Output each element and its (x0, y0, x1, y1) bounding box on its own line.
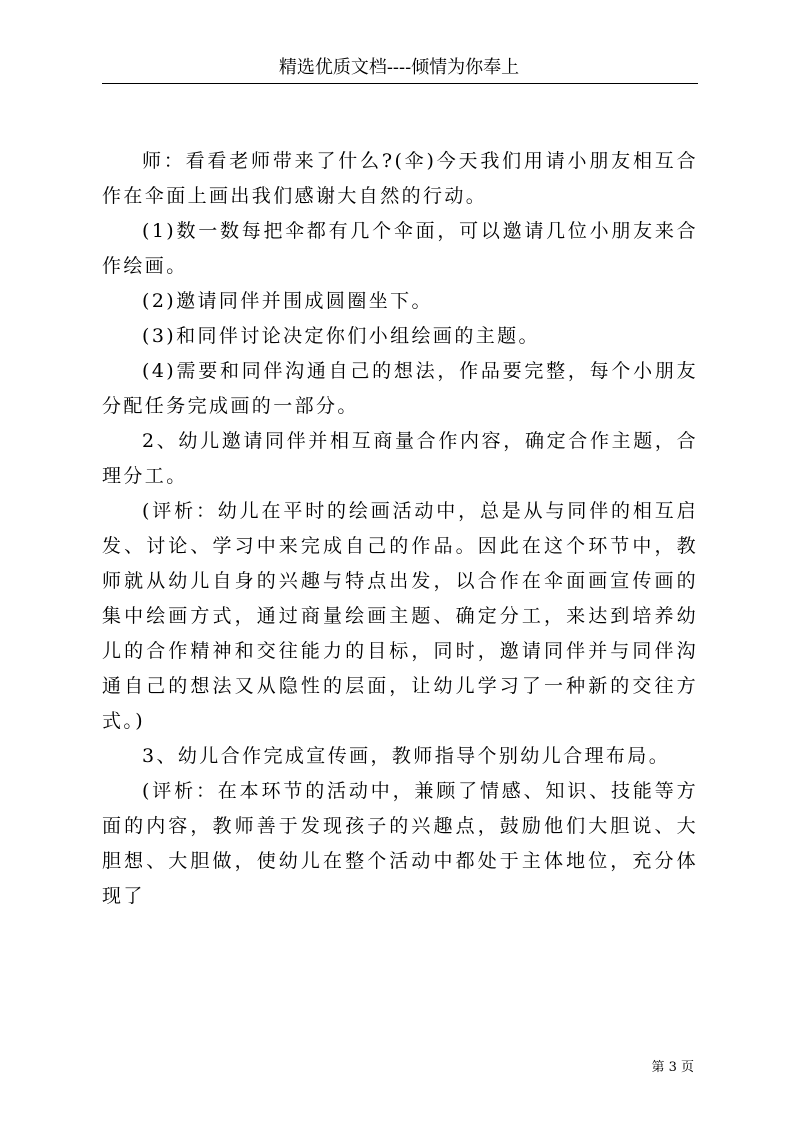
paragraph: (评析：在本环节的活动中，兼顾了情感、知识、技能等方面的内容，教师善于发现孩子的兴趣点，鼓励他们大胆说、大胆想、大胆做，使幼儿在整个活动中都处于主体地位，充分体现了 (102, 780, 698, 907)
paragraph: 2、幼儿邀请同伴并相互商量合作内容，确定合作主题，合理分工。 (102, 430, 698, 487)
page-number: 第 3 页 (651, 1060, 694, 1075)
paragraph: (1)数一数每把伞都有几个伞面，可以邀请几位小朋友来合作绘画。 (102, 220, 698, 277)
paragraph: 师：看看老师带来了什么?(伞)今天我们用请小朋友相互合作在伞面上画出我们感谢大自然的行动。 (102, 150, 698, 207)
paragraph: 3、幼儿合作完成宣传画，教师指导个别幼儿合理布局。 (142, 745, 671, 767)
paragraph: (评析：幼儿在平时的绘画活动中，总是从与同伴的相互启发、讨论、学习中来完成自己的作品。因此在这个环节中，教师就从幼儿自身的兴趣与特点出发，以合作在伞面画宣传画的集中绘画方式，通过商量绘画主题、确定分工，来达到培养幼儿的合作精神和交往能力的目标，同时，邀请同伴并与同伴沟通自己的想法又从隐性的层面，让幼儿学习了一种新的交往方式。) (102, 500, 698, 732)
paragraph: (3)和同伴讨论决定你们小组绘画的主题。 (142, 325, 540, 347)
paragraph: (2)邀请同伴并围成圆圈坐下。 (142, 290, 433, 312)
paragraph: (4)需要和同伴沟通自己的想法，作品要完整，每个小朋友分配任务完成画的一部分。 (102, 360, 698, 417)
header-divider (102, 83, 698, 84)
page-header: 精选优质文档----倾情为你奉上 (278, 57, 520, 78)
document-body (102, 144, 698, 914)
